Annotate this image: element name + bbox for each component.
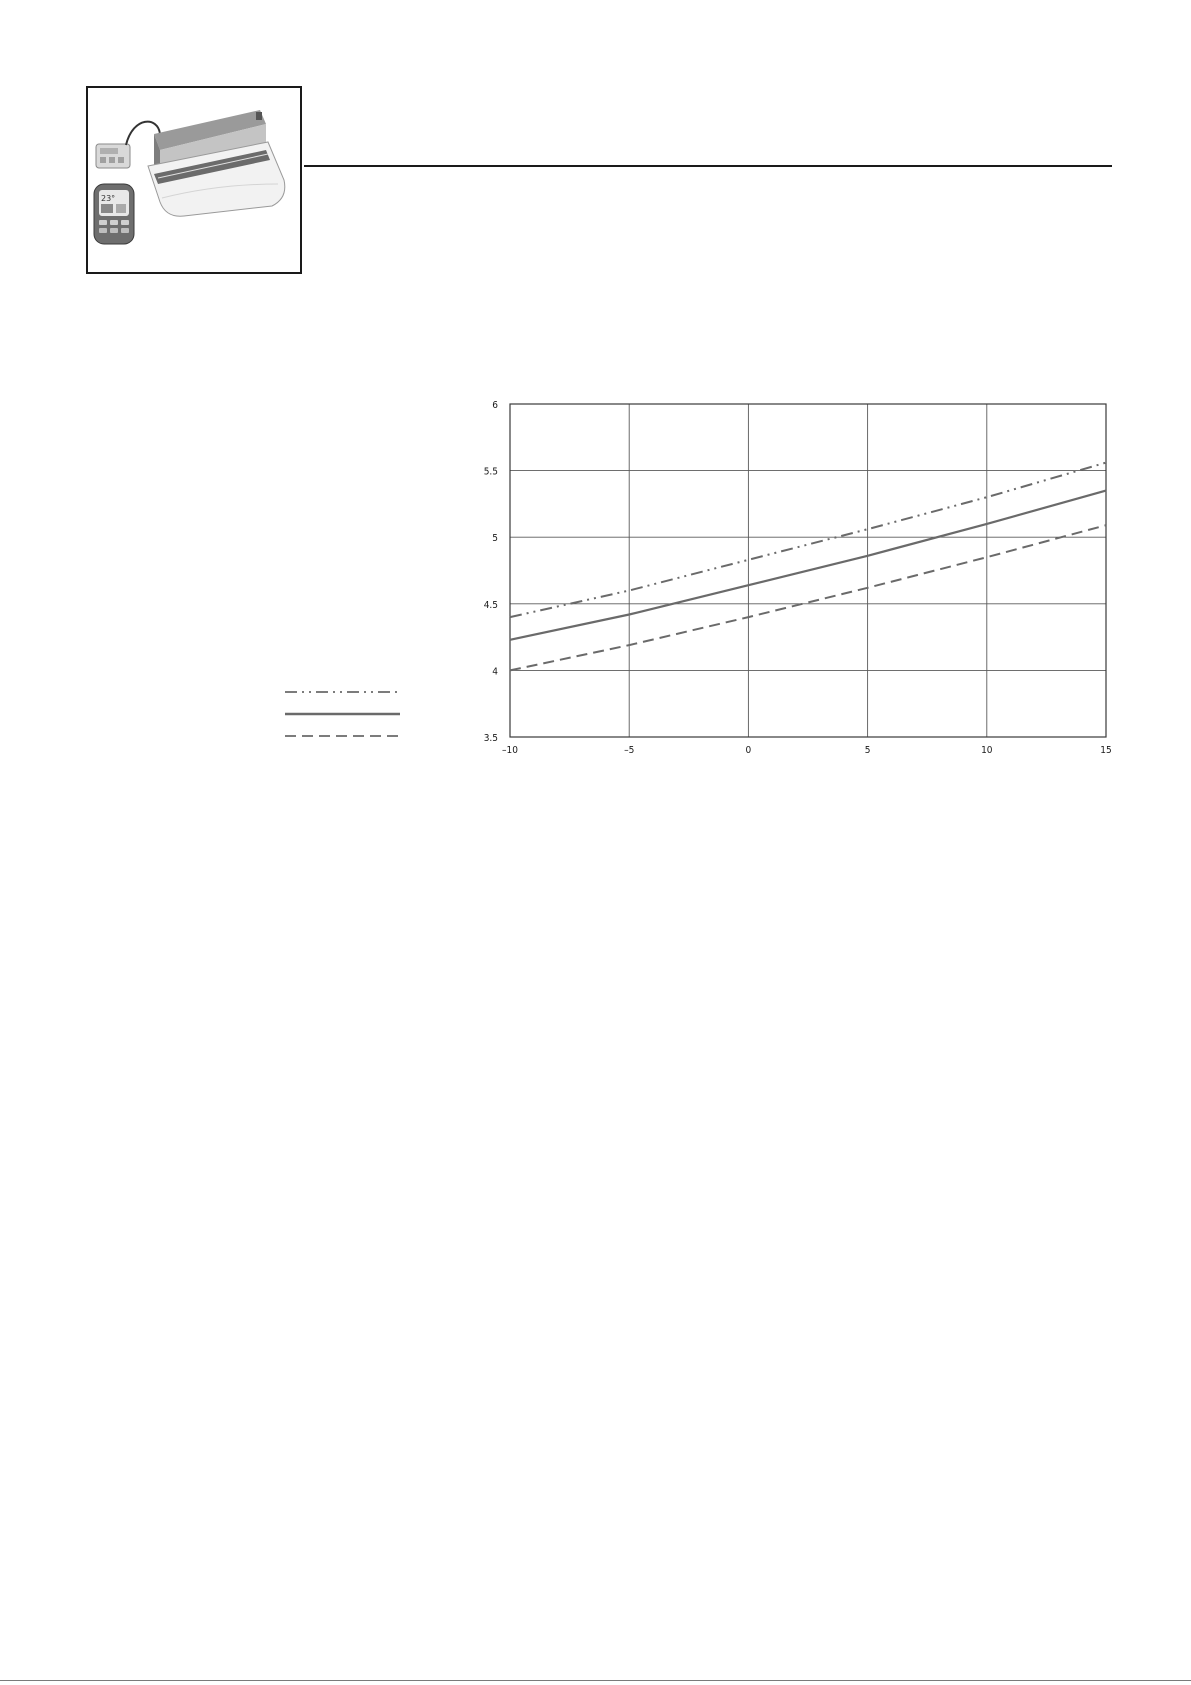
x-tick-labels — [502, 745, 1112, 756]
series-lines — [510, 463, 1106, 671]
y-tick-label: 5 — [492, 533, 498, 545]
series-line-2 — [510, 491, 1106, 640]
footer-rule — [0, 1680, 1191, 1681]
legend — [285, 692, 400, 736]
y-tick-label: 4 — [492, 666, 498, 678]
chart — [0, 0, 1191, 780]
x-tick-label: 15 — [1100, 745, 1112, 756]
series-line-3 — [510, 525, 1106, 670]
x-tick-label: 5 — [864, 745, 871, 756]
x-tick-label: –10 — [502, 745, 518, 756]
y-tick-label: 3.5 — [483, 733, 498, 744]
x-tick-label: –5 — [624, 745, 635, 756]
y-tick-labels — [484, 400, 499, 744]
svg-text:23°: 23° — [101, 194, 116, 203]
y-tick-label: 5.5 — [483, 466, 498, 478]
series-line-1 — [510, 463, 1106, 617]
y-tick-label: 4.5 — [483, 599, 498, 611]
x-tick-label: 10 — [981, 745, 993, 756]
y-tick-label: 6 — [492, 400, 498, 411]
x-tick-label: 0 — [745, 745, 752, 756]
